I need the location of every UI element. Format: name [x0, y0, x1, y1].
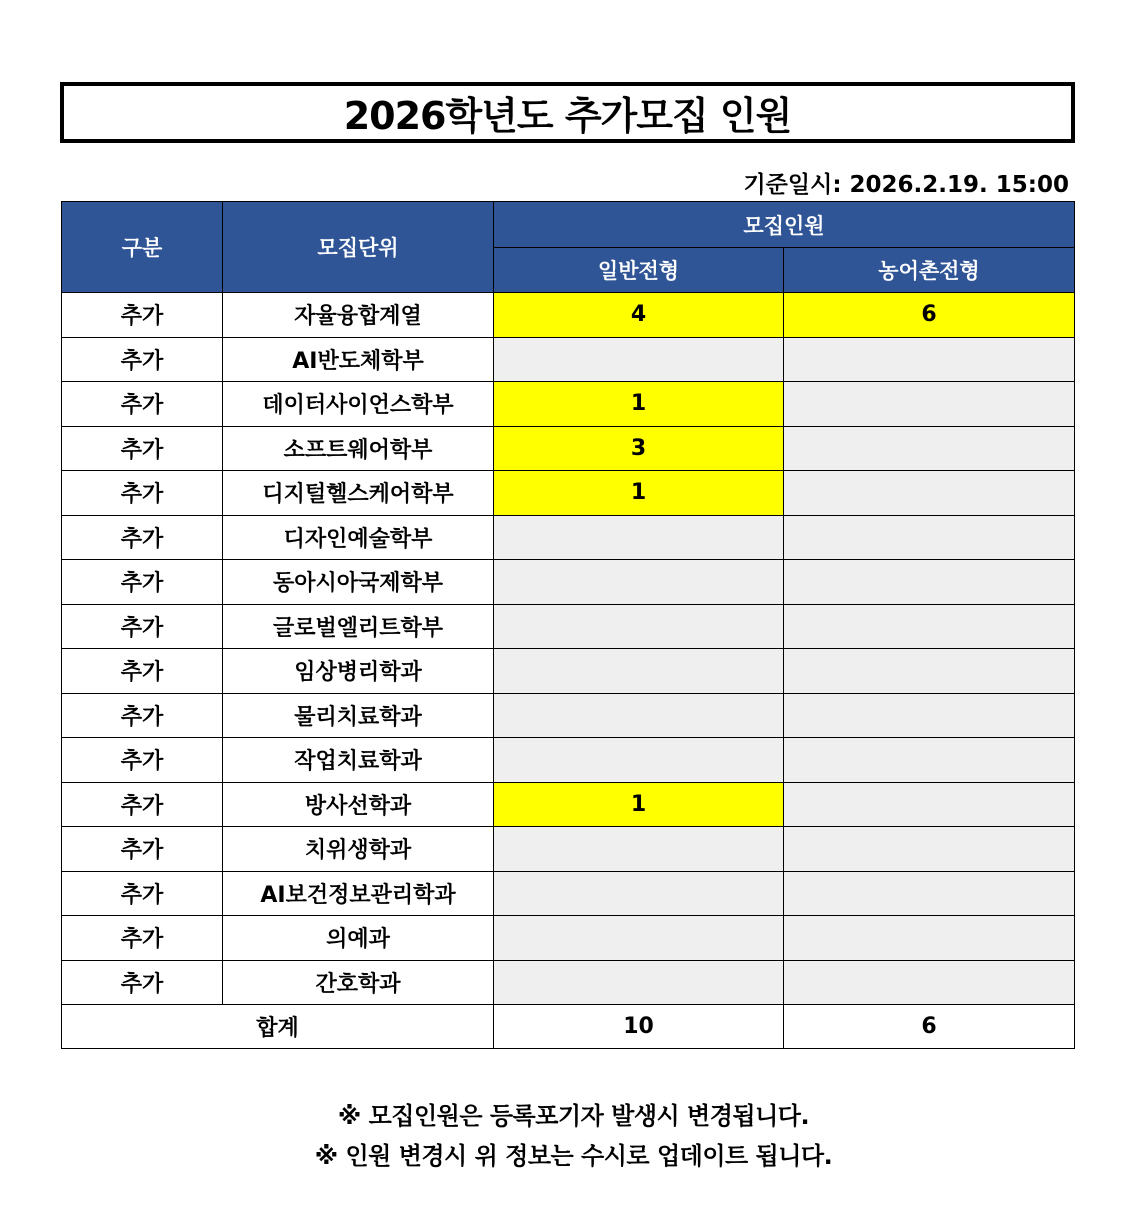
- row-type: 추가: [62, 560, 223, 605]
- row-general: 3: [494, 426, 784, 471]
- row-general: [494, 649, 784, 694]
- row-type: 추가: [62, 604, 223, 649]
- row-type: 추가: [62, 382, 223, 427]
- row-general: 1: [494, 471, 784, 516]
- row-unit: 자율융합계열: [223, 293, 494, 338]
- row-rural: [784, 426, 1075, 471]
- table-row: [62, 382, 1075, 427]
- note-change: ※ 모집인원은 등록포기자 발생시 변경됩니다.: [337, 1102, 810, 1130]
- table-row: [62, 560, 1075, 605]
- row-rural: [784, 515, 1075, 560]
- row-unit: 작업치료학과: [223, 738, 494, 783]
- basis-datetime: 기준일시: 2026.2.19. 15:00: [743, 172, 1069, 198]
- header-general: 일반전형: [494, 248, 784, 293]
- row-unit: 치위생학과: [223, 827, 494, 872]
- row-rural: [784, 471, 1075, 516]
- table-row: [62, 871, 1075, 916]
- row-general: [494, 515, 784, 560]
- row-unit: AI보건정보관리학과: [223, 871, 494, 916]
- row-type: 추가: [62, 960, 223, 1005]
- row-general: 1: [494, 782, 784, 827]
- row-unit: 디자인예술학부: [223, 515, 494, 560]
- row-type: 추가: [62, 649, 223, 694]
- row-general: [494, 916, 784, 961]
- table-body: [62, 293, 1075, 1005]
- row-general: [494, 337, 784, 382]
- row-general: [494, 738, 784, 783]
- row-type: 추가: [62, 337, 223, 382]
- row-type: 추가: [62, 293, 223, 338]
- row-rural: [784, 337, 1075, 382]
- row-type: 추가: [62, 693, 223, 738]
- row-general: [494, 604, 784, 649]
- row-type: 추가: [62, 426, 223, 471]
- row-type: 추가: [62, 782, 223, 827]
- table-row: [62, 293, 1075, 338]
- row-unit: AI반도체학부: [223, 337, 494, 382]
- table-row: [62, 916, 1075, 961]
- row-rural: [784, 382, 1075, 427]
- row-general: [494, 827, 784, 872]
- recruitment-table: [61, 201, 1075, 1049]
- row-general: [494, 560, 784, 605]
- row-unit: 글로벌엘리트학부: [223, 604, 494, 649]
- total-row: [62, 1005, 1075, 1049]
- row-unit: 방사선학과: [223, 782, 494, 827]
- page-title: 2026학년도 추가모집 인원: [60, 82, 1075, 143]
- table-row: [62, 337, 1075, 382]
- note-update: ※ 인원 변경시 위 정보는 수시로 업데이트 됩니다.: [314, 1142, 833, 1170]
- row-unit: 동아시아국제학부: [223, 560, 494, 605]
- header-type: 구분: [62, 202, 223, 293]
- table-row: [62, 960, 1075, 1005]
- row-general: [494, 693, 784, 738]
- total-label: 합계: [62, 1005, 494, 1049]
- total-rural: 6: [784, 1005, 1075, 1049]
- row-rural: [784, 782, 1075, 827]
- row-general: 4: [494, 293, 784, 338]
- row-rural: [784, 827, 1075, 872]
- row-type: 추가: [62, 916, 223, 961]
- header-unit: 모집단위: [223, 202, 494, 293]
- table-row: [62, 782, 1075, 827]
- row-rural: 6: [784, 293, 1075, 338]
- table-row: [62, 738, 1075, 783]
- header-recruit: 모집인원: [494, 202, 1075, 248]
- header-rural: 농어촌전형: [784, 248, 1075, 293]
- row-type: 추가: [62, 827, 223, 872]
- row-rural: [784, 960, 1075, 1005]
- row-type: 추가: [62, 871, 223, 916]
- row-type: 추가: [62, 471, 223, 516]
- row-general: [494, 960, 784, 1005]
- row-unit: 디지털헬스케어학부: [223, 471, 494, 516]
- table-row: [62, 827, 1075, 872]
- row-rural: [784, 916, 1075, 961]
- row-general: 1: [494, 382, 784, 427]
- row-rural: [784, 604, 1075, 649]
- table-row: [62, 515, 1075, 560]
- row-rural: [784, 693, 1075, 738]
- row-unit: 물리치료학과: [223, 693, 494, 738]
- row-rural: [784, 738, 1075, 783]
- row-general: [494, 871, 784, 916]
- row-unit: 간호학과: [223, 960, 494, 1005]
- table-row: [62, 649, 1075, 694]
- row-unit: 임상병리학과: [223, 649, 494, 694]
- table-row: [62, 426, 1075, 471]
- row-unit: 의예과: [223, 916, 494, 961]
- row-unit: 소프트웨어학부: [223, 426, 494, 471]
- row-rural: [784, 871, 1075, 916]
- row-rural: [784, 560, 1075, 605]
- table-row: [62, 604, 1075, 649]
- row-rural: [784, 649, 1075, 694]
- row-unit: 데이터사이언스학부: [223, 382, 494, 427]
- table-row: [62, 471, 1075, 516]
- row-type: 추가: [62, 515, 223, 560]
- table-row: [62, 693, 1075, 738]
- row-type: 추가: [62, 738, 223, 783]
- total-general: 10: [494, 1005, 784, 1049]
